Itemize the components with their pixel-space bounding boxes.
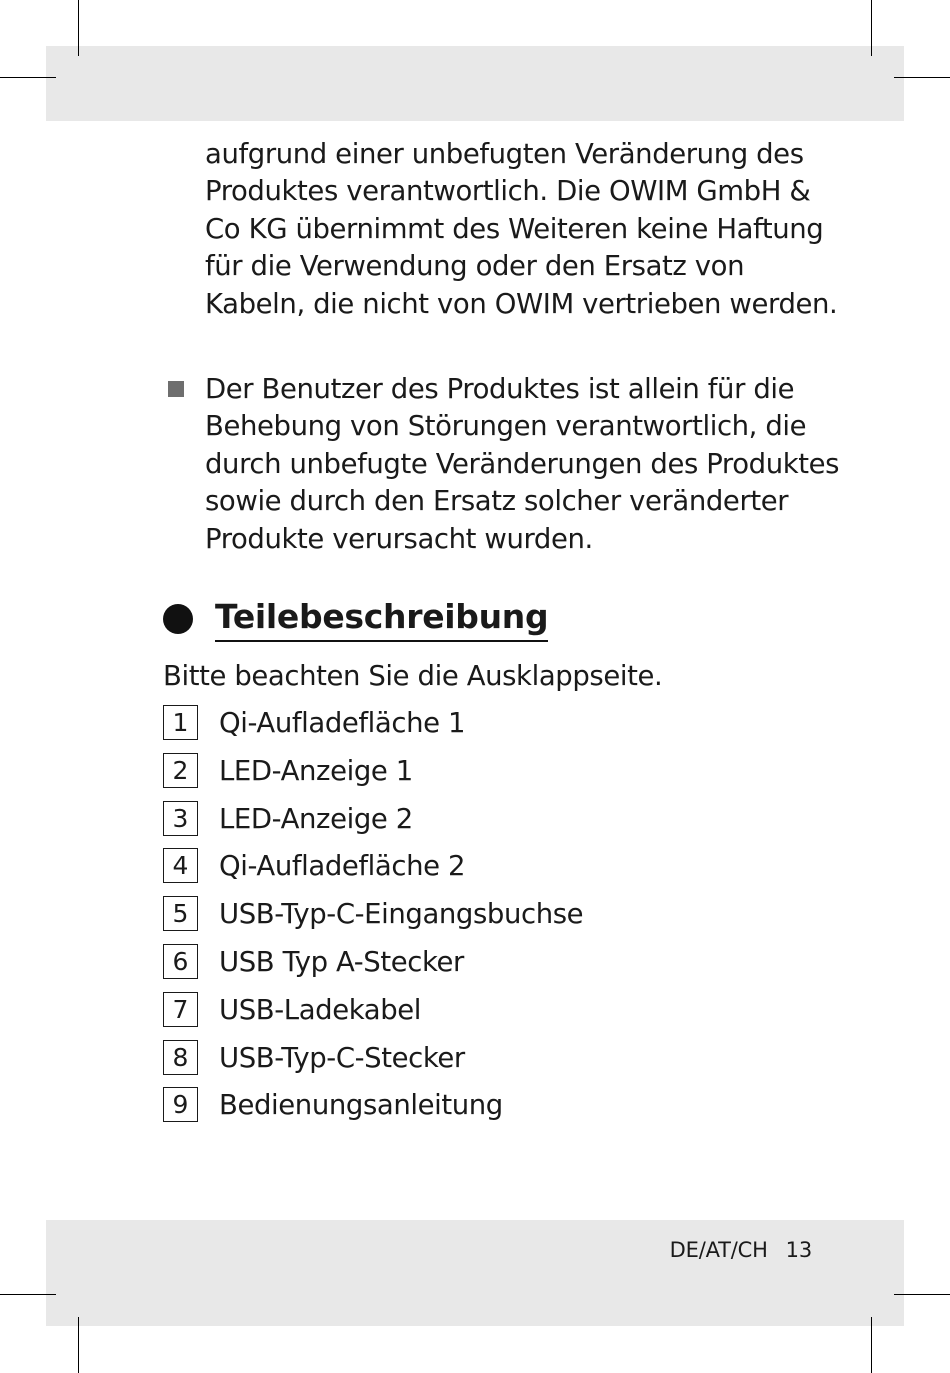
filled-circle-icon	[163, 604, 193, 634]
bullet-paragraph: Der Benutzer des Produktes ist allein für die Behebung von Störungen verantwortlich, die durch unbefugte Veränderungen des Produktes sowie durch den Ersatz solcher veränderter Produkte verursacht wurden.	[205, 373, 840, 555]
footer-region: DE/AT/CH	[669, 1238, 768, 1262]
part-number-box: 1	[163, 705, 198, 740]
part-label: USB-Ladekabel	[219, 993, 422, 1026]
crop-mark	[0, 77, 56, 78]
part-number-box: 5	[163, 896, 198, 931]
crop-mark	[78, 0, 79, 56]
crop-mark	[894, 1294, 950, 1295]
part-label: USB-Typ-C-Stecker	[219, 1041, 465, 1074]
section-heading	[163, 596, 663, 646]
part-label: USB-Typ-C-Eingangsbuchse	[219, 898, 584, 931]
page-footer	[600, 1236, 812, 1264]
square-bullet-icon	[168, 381, 184, 397]
crop-mark	[894, 77, 950, 78]
part-label: Qi-Aufladefläche 2	[219, 850, 466, 883]
crop-mark	[78, 1317, 79, 1373]
crop-mark	[871, 0, 872, 56]
part-number-box: 2	[163, 753, 198, 788]
part-number-box: 8	[163, 1040, 198, 1075]
part-label: LED-Anzeige 1	[219, 754, 413, 787]
part-label: Bedienungsanleitung	[219, 1089, 503, 1122]
part-number-box: 3	[163, 801, 198, 836]
part-number-box: 6	[163, 944, 198, 979]
page-number: 13	[785, 1238, 812, 1262]
section-title: Teilebeschreibung	[215, 594, 548, 642]
section-intro: Bitte beachten Sie die Ausklappseite.	[163, 660, 663, 692]
part-number-box: 9	[163, 1087, 198, 1122]
part-label: USB Typ A-Stecker	[219, 945, 464, 978]
part-number-box: 7	[163, 992, 198, 1027]
part-label: LED-Anzeige 2	[219, 802, 413, 835]
crop-mark	[871, 1317, 872, 1373]
crop-mark	[0, 1294, 56, 1295]
part-label: Qi-Aufladefläche 1	[219, 707, 466, 739]
continuation-paragraph: aufgrund einer unbefugten Veränderung des Produktes verantwortlich. Die OWIM GmbH & Co KG übernimmt des Weiteren keine Haftung für die Verwendung oder den Ersatz von Kabeln, die nicht von OWIM vertrieben werden.	[205, 138, 838, 320]
header-band	[46, 46, 904, 121]
part-number-box: 4	[163, 848, 198, 883]
